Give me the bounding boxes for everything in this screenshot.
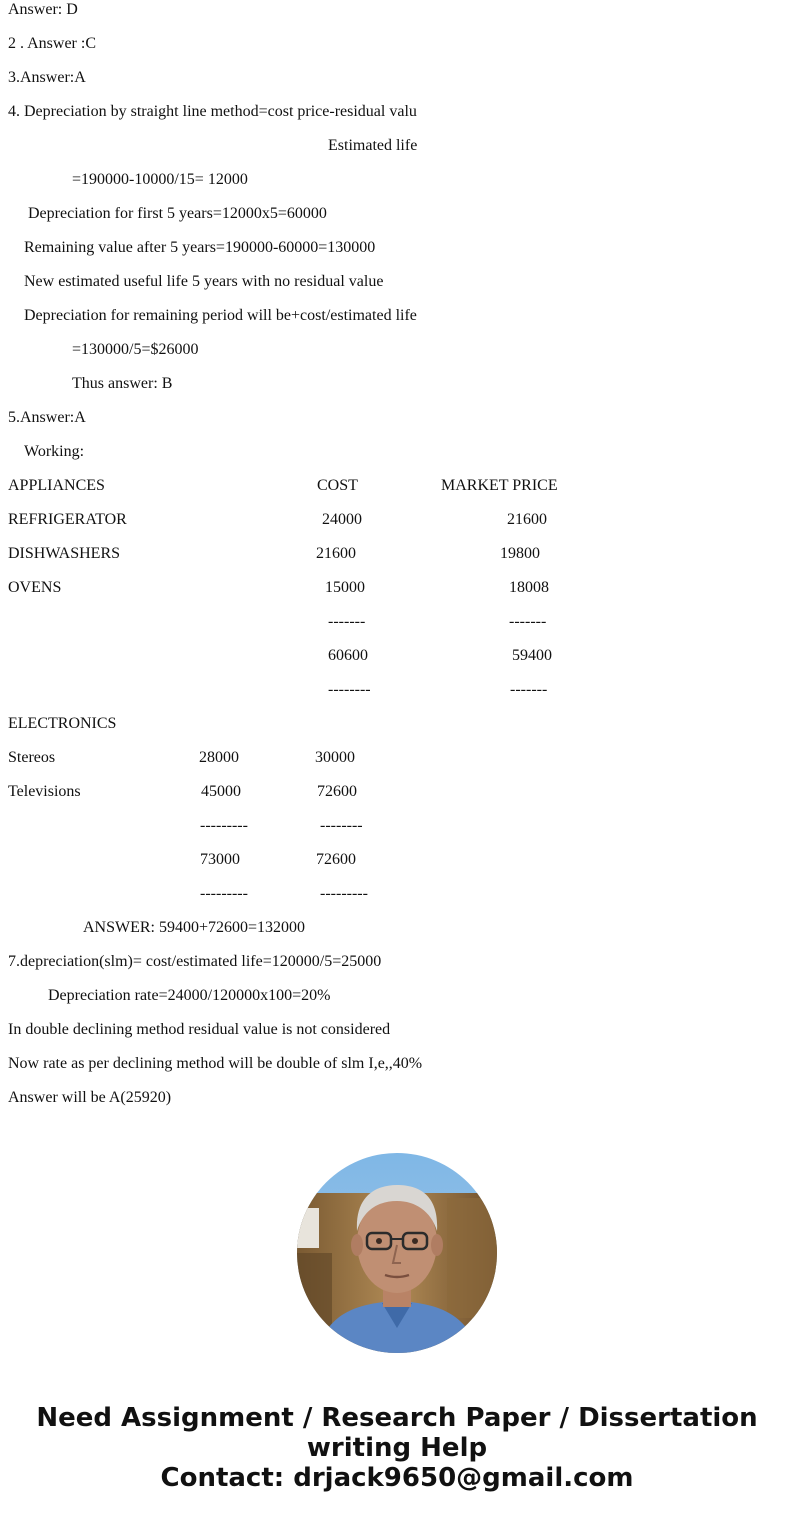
table-row-label: OVENS: [8, 579, 62, 596]
electronics-total-market: 72600: [316, 851, 356, 868]
answer-5: 5.Answer:A: [8, 409, 86, 426]
q4-formula: 4. Depreciation by straight line method=cost price-residual valu: [8, 103, 417, 120]
q7-answer: Answer will be A(25920): [8, 1089, 172, 1106]
table-row-market: 19800: [500, 545, 540, 562]
q4-denominator: Estimated life: [328, 137, 418, 154]
q7-double-rate: Now rate as per declining method will be double of slm I,e,,40%: [8, 1055, 423, 1072]
separator: -------: [509, 613, 547, 630]
appliances-header-label: APPLIANCES: [8, 477, 105, 494]
banner-line-1: Need Assignment / Research Paper / Dissertation: [36, 1403, 758, 1433]
q4-first-years: Depreciation for first 5 years=12000x5=60000: [28, 205, 327, 222]
appliances-total-cost: 60600: [328, 647, 368, 664]
table-row-label: Televisions: [8, 783, 81, 800]
table-row-cost: 15000: [325, 579, 365, 596]
table-row-market: 18008: [509, 579, 549, 596]
answer-2: 2 . Answer :C: [8, 35, 96, 52]
table-row-label: REFRIGERATOR: [8, 511, 127, 528]
table-row-market: 30000: [315, 749, 355, 766]
answer-1: Answer: D: [8, 1, 78, 18]
separator: -------: [328, 613, 366, 630]
table-row-cost: 21600: [316, 545, 356, 562]
appliances-total-market: 59400: [512, 647, 552, 664]
separator: --------: [320, 817, 363, 834]
q7-slm: 7.depreciation(slm)= cost/estimated life=120000/5=25000: [8, 953, 382, 970]
table-row-label: DISHWASHERS: [8, 545, 121, 562]
banner-contact: Contact: drjack9650@gmail.com: [160, 1463, 634, 1493]
answer-5-total: ANSWER: 59400+72600=132000: [83, 919, 306, 936]
banner-line-2: writing Help: [306, 1433, 488, 1463]
q7-residual-note: In double declining method residual value is not considered: [8, 1021, 391, 1038]
appliances-header-market: MARKET PRICE: [441, 477, 558, 494]
working-label: Working:: [24, 443, 85, 460]
q7-rate: Depreciation rate=24000/120000x100=20%: [48, 987, 331, 1004]
portrait-image: [297, 1153, 497, 1353]
q4-result: =130000/5=$26000: [72, 341, 199, 358]
electronics-total-cost: 73000: [200, 851, 240, 868]
q4-answer: Thus answer: B: [72, 375, 173, 392]
table-row-market: 72600: [317, 783, 357, 800]
appliances-header-cost: COST: [317, 477, 358, 494]
separator: ---------: [200, 885, 248, 902]
table-row-label: Stereos: [8, 749, 56, 766]
separator: ---------: [200, 817, 248, 834]
contact-banner: [0, 1403, 794, 1493]
separator: -------: [510, 681, 548, 698]
table-row-cost: 45000: [201, 783, 241, 800]
electronics-title: ELECTRONICS: [8, 715, 117, 732]
separator: ---------: [320, 885, 368, 902]
table-row-cost: 24000: [322, 511, 362, 528]
table-row-cost: 28000: [199, 749, 239, 766]
q4-calc: =190000-10000/15= 12000: [72, 171, 248, 188]
table-row-market: 21600: [507, 511, 547, 528]
avatar: [297, 1153, 497, 1353]
separator: --------: [328, 681, 371, 698]
answer-3: 3.Answer:A: [8, 69, 86, 86]
q4-new-life: New estimated useful life 5 years with no residual value: [24, 273, 384, 290]
q4-remaining-period: Depreciation for remaining period will be+cost/estimated life: [24, 307, 417, 324]
q4-remaining-value: Remaining value after 5 years=190000-60000=130000: [24, 239, 376, 256]
